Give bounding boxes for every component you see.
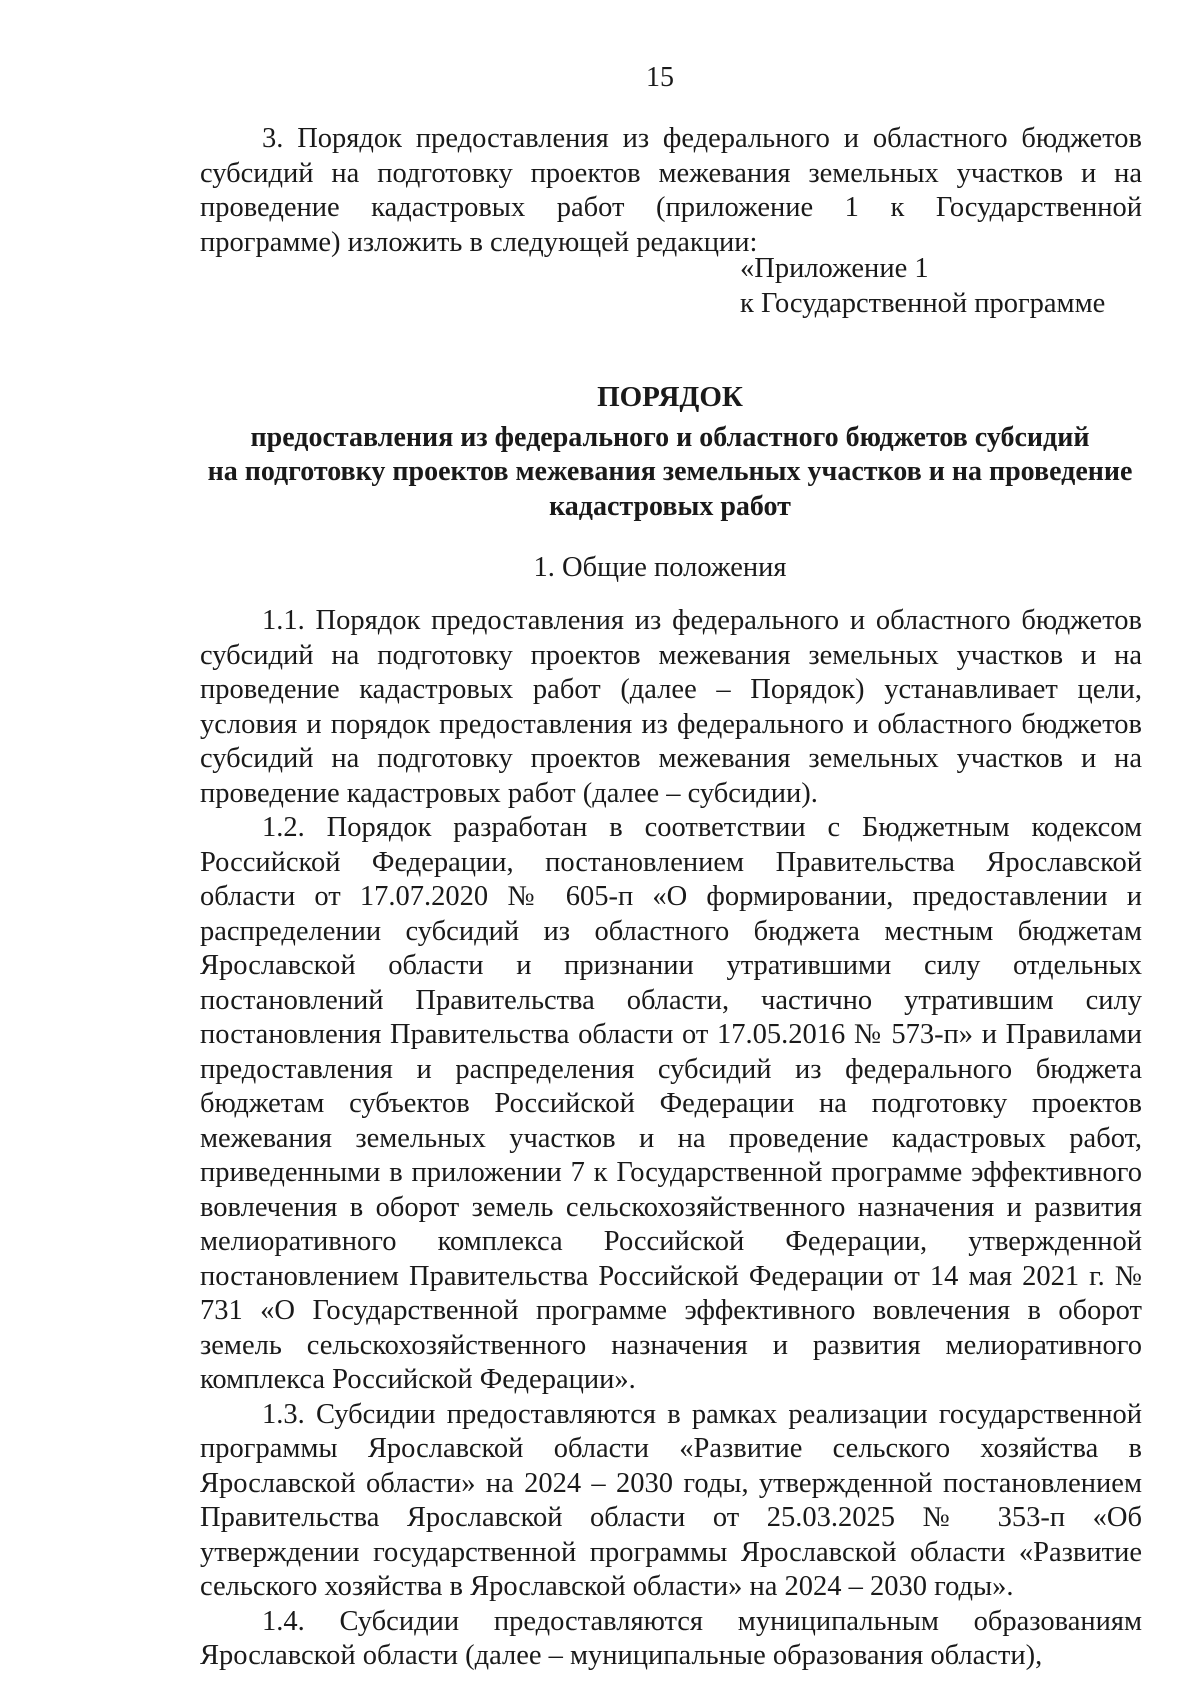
intro-block — [200, 122, 1142, 260]
clause-1-3: 1.3. Субсидии предоставляются в рамках реализации государственной программы Ярославской области «Развитие сельского хозяйства в Ярославской области» на 2024 – 2030 годы, утвержденной постановлением Правительства Ярославской области от 25.03.2025 № 353-п «Об утверждении государственной программы Ярославской области «Развитие сельского хозяйства в Ярославской области» на 2024 – 2030 годы». — [200, 1398, 1142, 1602]
clause-1-2: 1.2. Порядок разработан в соответствии с Бюджетным кодексом Российской Федерации, постановлением Правительства Ярославской области от 17.07.2020 № 605-п «О формировании, предоставлении и распределении субсидий из областного бюджета местным бюджетам Ярославской области и признании утратившими силу отдельных постановлений Правительства области, частично утратившим силу постановления Правительства области от 17.05.2016 № 573-п» и Правилами предоставления и распределения субсидий из федерального бюджета бюджетам субъектов Российской Федерации на подготовку проектов межевания земельных участков и на проведение кадастровых работ, приведенными в приложении 7 к Государственной программе эффективного вовлечения в оборот земель сельскохозяйственного назначения и развития мелиоративного комплекса Российской Федерации, утвержденной постановлением Правительства Российской Федерации от 14 мая 2021 г. № 731 «О Государственной программе эффективного вовлечения в оборот земель сельскохозяйственного назначения и развития мелиоративного комплекса Российской Федерации». — [200, 812, 1142, 1395]
appendix-reference — [740, 252, 1105, 321]
intro-paragraph: 3. Порядок предоставления из федерального и областного бюджетов субсидий на подготовку проектов межевания земельных участков и на проведение кадастровых работ (приложение 1 к Государственной программе) изложить в следующей редакции: — [200, 123, 1142, 258]
clause-1-4: 1.4. Субсидии предоставляются муниципальным образованиям Ярославской области (далее – муниципальные образования области), — [200, 1605, 1142, 1671]
page-number: 15 — [646, 62, 674, 93]
clauses-body — [200, 604, 1142, 1674]
appendix-line-1: «Приложение 1 — [740, 253, 929, 284]
clause-1-1: 1.1. Порядок предоставления из федерального и областного бюджетов субсидий на подготовку проектов межевания земельных участков и на проведение кадастровых работ (далее – Порядок) устанавливает цели, условия и порядок предоставления из федерального и областного бюджетов субсидий на подготовку проектов межевания земельных участков и на проведение кадастровых работ (далее – субсидии). — [200, 605, 1142, 809]
document-title — [170, 380, 1170, 524]
section-heading: 1. Общие положения — [533, 552, 787, 583]
title-main: ПОРЯДОК — [597, 381, 743, 413]
appendix-line-2: к Государственной программе — [740, 287, 1106, 319]
title-line-3: кадастровых работ — [549, 490, 791, 522]
title-line-2: на подготовку проектов межевания земельных участков и на проведение — [207, 456, 1133, 487]
title-line-1: предоставления из федерального и областного бюджетов субсидий — [250, 421, 1090, 453]
